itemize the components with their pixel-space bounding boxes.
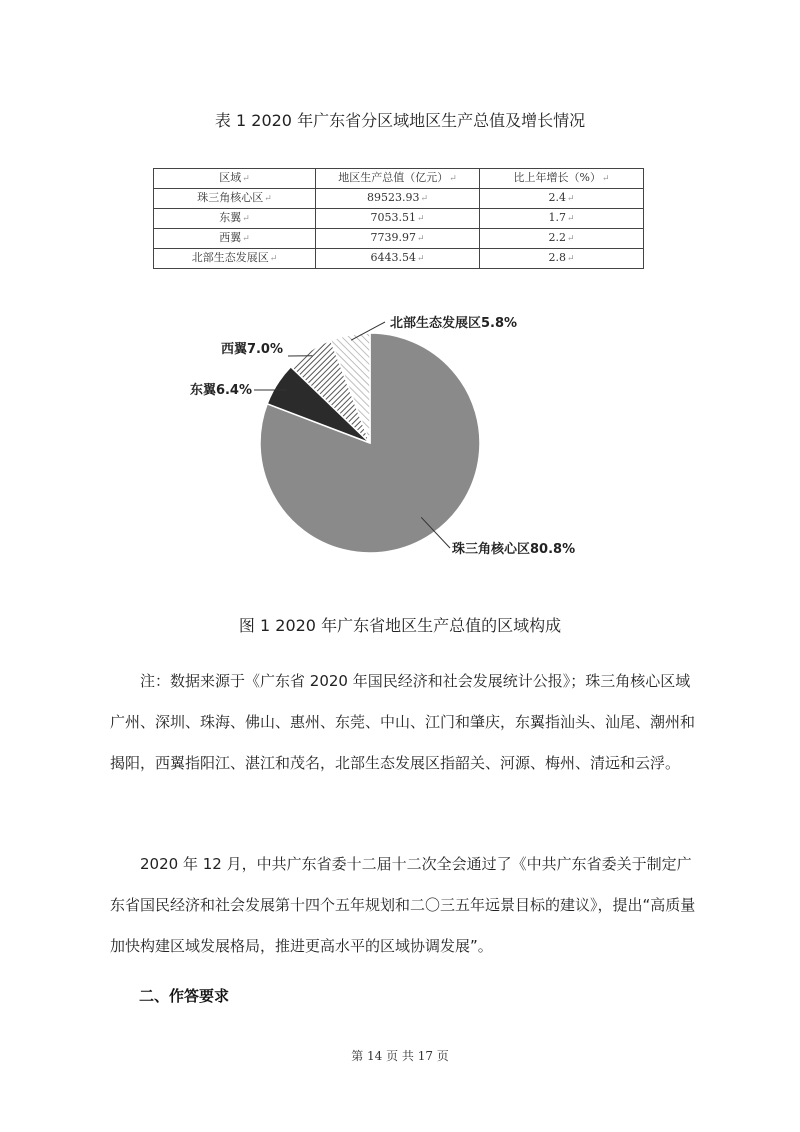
table-cell: 6443.54↵ bbox=[316, 249, 480, 269]
table-header-cell: 比上年增长（%）↵ bbox=[480, 169, 644, 189]
table-cell: 北部生态发展区↵ bbox=[154, 249, 316, 269]
table-cell: 7053.51↵ bbox=[316, 209, 480, 229]
table-cell: 2.8↵ bbox=[480, 249, 644, 269]
table-cell: 2.4↵ bbox=[480, 189, 644, 209]
body-paragraph: 2020 年 12 月，中共广东省委十二届十二次全会通过了《中共广东省委关于制定广东省国民经济和社会发展第十四个五年规划和二〇三五年远景目标的建议》，提出“高质量加快构建区域发展格局，推进更高水平的区域协调发展”。 bbox=[110, 855, 696, 955]
table-caption: 表 1 2020 年广东省分区域地区生产总值及增长情况 bbox=[214, 111, 586, 130]
table-cell: 2.2↵ bbox=[480, 229, 644, 249]
table-cell: 89523.93↵ bbox=[316, 189, 480, 209]
pie-slice-label: 珠三角核心区80.8% bbox=[452, 542, 576, 557]
page-footer: 第 14 页 共 17 页 bbox=[351, 1049, 449, 1063]
table-cell: 东翼↵ bbox=[154, 209, 316, 229]
table-row bbox=[154, 249, 644, 269]
gdp-table bbox=[153, 168, 644, 269]
table-cell: 7739.97↵ bbox=[316, 229, 480, 249]
table-row bbox=[154, 209, 644, 229]
table-row bbox=[154, 189, 644, 209]
table-header-row bbox=[154, 169, 644, 189]
pie-slice-label: 北部生态发展区5.8% bbox=[390, 316, 518, 331]
pie-chart bbox=[170, 300, 630, 590]
table-header-cell: 区域↵ bbox=[154, 169, 316, 189]
pie-slices bbox=[260, 333, 480, 553]
table-cell: 珠三角核心区↵ bbox=[154, 189, 316, 209]
figure-caption: 图 1 2020 年广东省地区生产总值的区域构成 bbox=[238, 616, 562, 635]
section-heading: 二、作答要求 bbox=[139, 987, 230, 1005]
pie-slice-label: 西翼7.0% bbox=[220, 342, 283, 357]
pie-slice-label: 东翼6.4% bbox=[189, 383, 252, 398]
table-cell: 西翼↵ bbox=[154, 229, 316, 249]
data-source-note: 注：数据来源于《广东省 2020 年国民经济和社会发展统计公报》；珠三角核心区域广州、深圳、珠海、佛山、惠州、东莞、中山、江门和肇庆，东翼指汕头、汕尾、潮州和揭阳，西翼指阳江、湛江和茂名，北部生态发展区指韶关、河源、梅州、清远和云浮。 bbox=[110, 672, 696, 772]
table-row bbox=[154, 229, 644, 249]
table-header-cell: 地区生产总值（亿元）↵ bbox=[316, 169, 480, 189]
table-cell: 1.7↵ bbox=[480, 209, 644, 229]
